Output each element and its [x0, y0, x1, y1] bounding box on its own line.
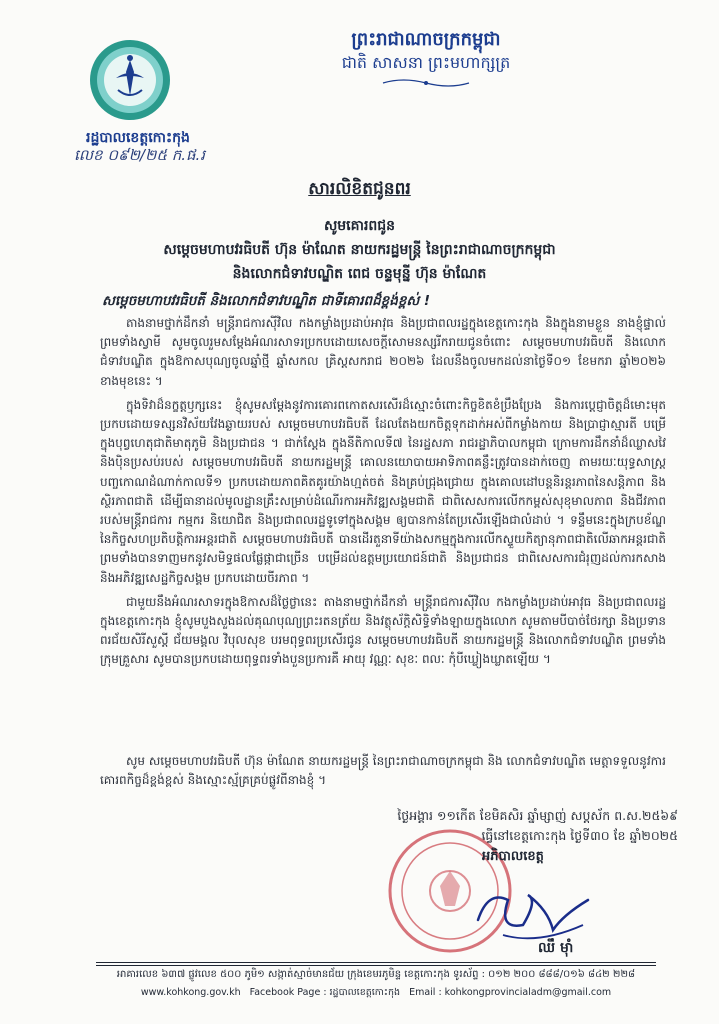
ornament-divider-icon [381, 77, 471, 89]
email-link[interactable]: Email : kohkongprovincialadm@gmail.com [409, 987, 612, 998]
addressee-line: សម្តេចមហាបវរធិបតី ហ៊ុន ម៉ាណែត នាយករដ្ឋមន្ត្រី នៃព្រះរាជាណាចក្រកម្ពុជា [163, 242, 556, 258]
footer-contacts [96, 986, 656, 1000]
reference-number: លេខ ០៩២/២៥ ក.ផ.រ [74, 146, 206, 164]
solar-date: ធ្វើនៅខេត្តកោះកុង ថ្ងៃទី៣០ ខែ ឆ្នាំ២០២៥ [481, 828, 678, 843]
letter-title: សារលិខិតជូនពរ [308, 179, 411, 199]
addressee-block [0, 214, 719, 286]
website-link[interactable]: www.kohkong.gov.kh [140, 987, 241, 998]
letterhead [296, 28, 556, 93]
footer-divider [96, 962, 656, 963]
footer-divider [96, 965, 656, 966]
signer-name: ឈឹ ម៉ាំ [538, 940, 574, 956]
signer-title: អភិបាលខេត្ត [482, 849, 544, 864]
body-paragraph: ក្នុងទិវាដ៏នក្ខត្តឫក្សនេះ ខ្ញុំសូមសម្តែងនូវការគោរពកោតសរសើរដ៏ស្មោះចំពោះកិច្ចខិតខំប្រឹងប្រែង និងការប្តេជ្ញាចិត្តដ៏មោះមុត ប្រកបដោយទស្សនវិស័យវែងឆ្ងាយរបស់ សម្តេចមហាបវរធិបតី ដែលតែងយកចិត្តទុកដាក់អស់ពីកម្លាំងកាយ និងប្រាជ្ញាស្មារតី បម្រើក្នុងបុព្វហេតុជាតិមាតុភូមិ និងប្រជាជន ។ ជាក់ស្តែង ក្នុងនីតិកាលទី៧ នៃរដ្ឋសភា រាជរដ្ឋាភិបាលកម្ពុជា ក្រោមការដឹកនាំដ៏ឈ្លាសវៃ និងប៉ិនប្រសប់របស់ សម្តេចមហាបវរធិបតី នាយករដ្ឋមន្ត្រី គោលនយោបាយអាទិភាពគន្លឹះត្រូវបានដាក់ចេញ តាមរយៈយុទ្ធសាស្ត្របញ្ចកោណដំណាក់កាលទី១ ប្រកបដោយភាពគិតគូរយ៉ាងហ្មត់ចត់ និងគ្រប់ជ្រុងជ្រោយ ក្នុងគោលដៅបន្តនិរន្តរភាពនៃសន្តិភាព និងស្ថិរភាពជាតិ ដើម្បីធានាដល់មូលដ្ឋានគ្រឹះសម្រាប់ដំណើរការអភិវឌ្ឍសង្គមជាតិ ជាពិសេសការលើកកម្ពស់សុខុមាលភាព និងជីវភាពរបស់មន្ត្រីរាជការ កម្មករ និយោជិត និងប្រជាពលរដ្ឋទូទៅក្នុងសង្គម ឲ្យបានកាន់តែប្រសើរឡើងជាលំដាប់ ។ ទន្ទឹមនេះក្នុងក្របខ័ណ្ឌនៃកិច្ចសហប្រតិបត្តិការអន្តរជាតិ សម្តេចមហាបវរធិបតី បានដើរតួនាទីយ៉ាងសកម្មក្នុងការលើកស្ទួយកិត្យានុភាពជាតិលើឆាកអន្តរជាតិ ព្រមទាំងបានទាញមកនូវសមិទ្ធផលផ្លែផ្កាជាច្រើន បម្រើដល់ឧត្តមប្រយោជន៍ជាតិ និងប្រជាជន ជាពិសេសការជំរុញដល់ការកសាង និងអភិវឌ្ឍសេដ្ឋកិច្ចសង្គម ប្រកបដោយចីរភាព ។ [100, 397, 666, 585]
facebook-link[interactable]: Facebook Page : រដ្ឋបាលខេត្តកោះកុង [249, 987, 401, 998]
closing-paragraph: សូម សម្តេចមហាបវរធិបតី ហ៊ុន ម៉ាណែត នាយករដ្ឋមន្ត្រី នៃព្រះរាជាណាចក្រកម្ពុជា និង លោកជំទាវបណ្ឌិត មេត្តាទទួលនូវការគោរពកិច្ចដ៏ខ្ពង់ខ្ពស់ និងស្មោះស្ម័គ្រគ្រប់ផ្លូវពីនាងខ្ញុំ ។ [100, 754, 666, 787]
addressee-line: និងលោកជំទាវបណ្ឌិត ពេជ ចន្ទមុន្នី ហ៊ុន ម៉ាណែត [232, 266, 487, 282]
lunar-date: ថ្ងៃអង្គារ ១១កើត ខែមិគសិរ ឆ្នាំម្សាញ់ សប្តស័ក ព.ស.២៥៦៩ [397, 808, 678, 823]
body-paragraph: ជាមួយនឹងអំណរសាទរក្នុងឱកាសដ៏ថ្លៃថ្លានេះ តាងនាមថ្នាក់ដឹកនាំ មន្ត្រីរាជការស៊ីវិល កងកម្លាំងប្រដាប់អាវុធ និងប្រជាពលរដ្ឋក្នុងខេត្តកោះកុង ខ្ញុំសូមបួងសួងដល់គុណបុណ្យព្រះរតនត្រ័យ និងវត្ថុស័ក្តិសិទ្ធិទាំងឡាយក្នុងលោក សូមតាមបីបាច់ថែរក្សា និងប្រទានពរជ័យសិរីសួស្តី ជ័យមង្គល វិបុលសុខ បរមពុទ្ធពរប្រសើរជូន សម្តេចមហាបវរធិបតី នាយករដ្ឋមន្ត្រី និងលោកជំទាវបណ្ឌិត ព្រមទាំងក្រុមគ្រួសារ សូមបានប្រកបដោយពុទ្ធពរទាំងបួនប្រការគឺ អាយុ វណ្ណៈ សុខៈ ពលៈ កុំបីឃ្លៀងឃ្លាតឡើយ ។ [100, 594, 666, 667]
salutation: សម្តេចមហាបវរធិបតី និងលោកជំទាវបណ្ឌិត ជាទីគោរពដ៏ខ្ពង់ខ្ពស់ ! [102, 293, 431, 309]
national-motto: ជាតិ សាសនា ព្រះមហាក្សត្រ [341, 53, 511, 72]
addressee-line: សូមគោរពជូន [323, 218, 396, 234]
kingdom-name: ព្រះរាជាណាចក្រកម្ពុជា [351, 29, 501, 50]
letter-body [100, 314, 666, 675]
provincial-emblem-icon [88, 38, 172, 122]
footer-address: អាគារលេខ ៦៣៧ ផ្លូវលេខ ៥០០ ភូមិ១ សង្កាត់ស្មាច់មានជ័យ ក្រុងខេមរភូមិន្ទ ខេត្តកោះកុង ទូរស័ព្ទ : ០១២ ២០០ ៨៨៨/០១៦ ៨៤២ ២២៨ [116, 969, 636, 980]
organization-name: រដ្ឋបាលខេត្តកោះកុង [86, 130, 190, 146]
body-paragraph: តាងនាមថ្នាក់ដឹកនាំ មន្ត្រីរាជការស៊ីវិល កងកម្លាំងប្រដាប់អាវុធ និងប្រជាពលរដ្ឋក្នុងខេត្តកោះកុង និងក្នុងនាមខ្លួន នាងខ្ញុំផ្ទាល់ ព្រមទាំងស្វាមី សូមចូលរួមសម្តែងអំណរសាទរប្រកបដោយសេចក្តីសោមនស្សរីករាយជូនចំពោះ សម្តេចមហាបវរធិបតី និងលោកជំទាវបណ្ឌិត ក្នុងឱកាសបុណ្យចូលឆ្នាំថ្មី ឆ្នាំសកល គ្រិស្តសករាជ ២០២៦ ដែលនឹងចូលមកដល់នាថ្ងៃទី០១ ខែមករា ឆ្នាំ២០២៦ ខាងមុខនេះ ។ [100, 316, 666, 388]
